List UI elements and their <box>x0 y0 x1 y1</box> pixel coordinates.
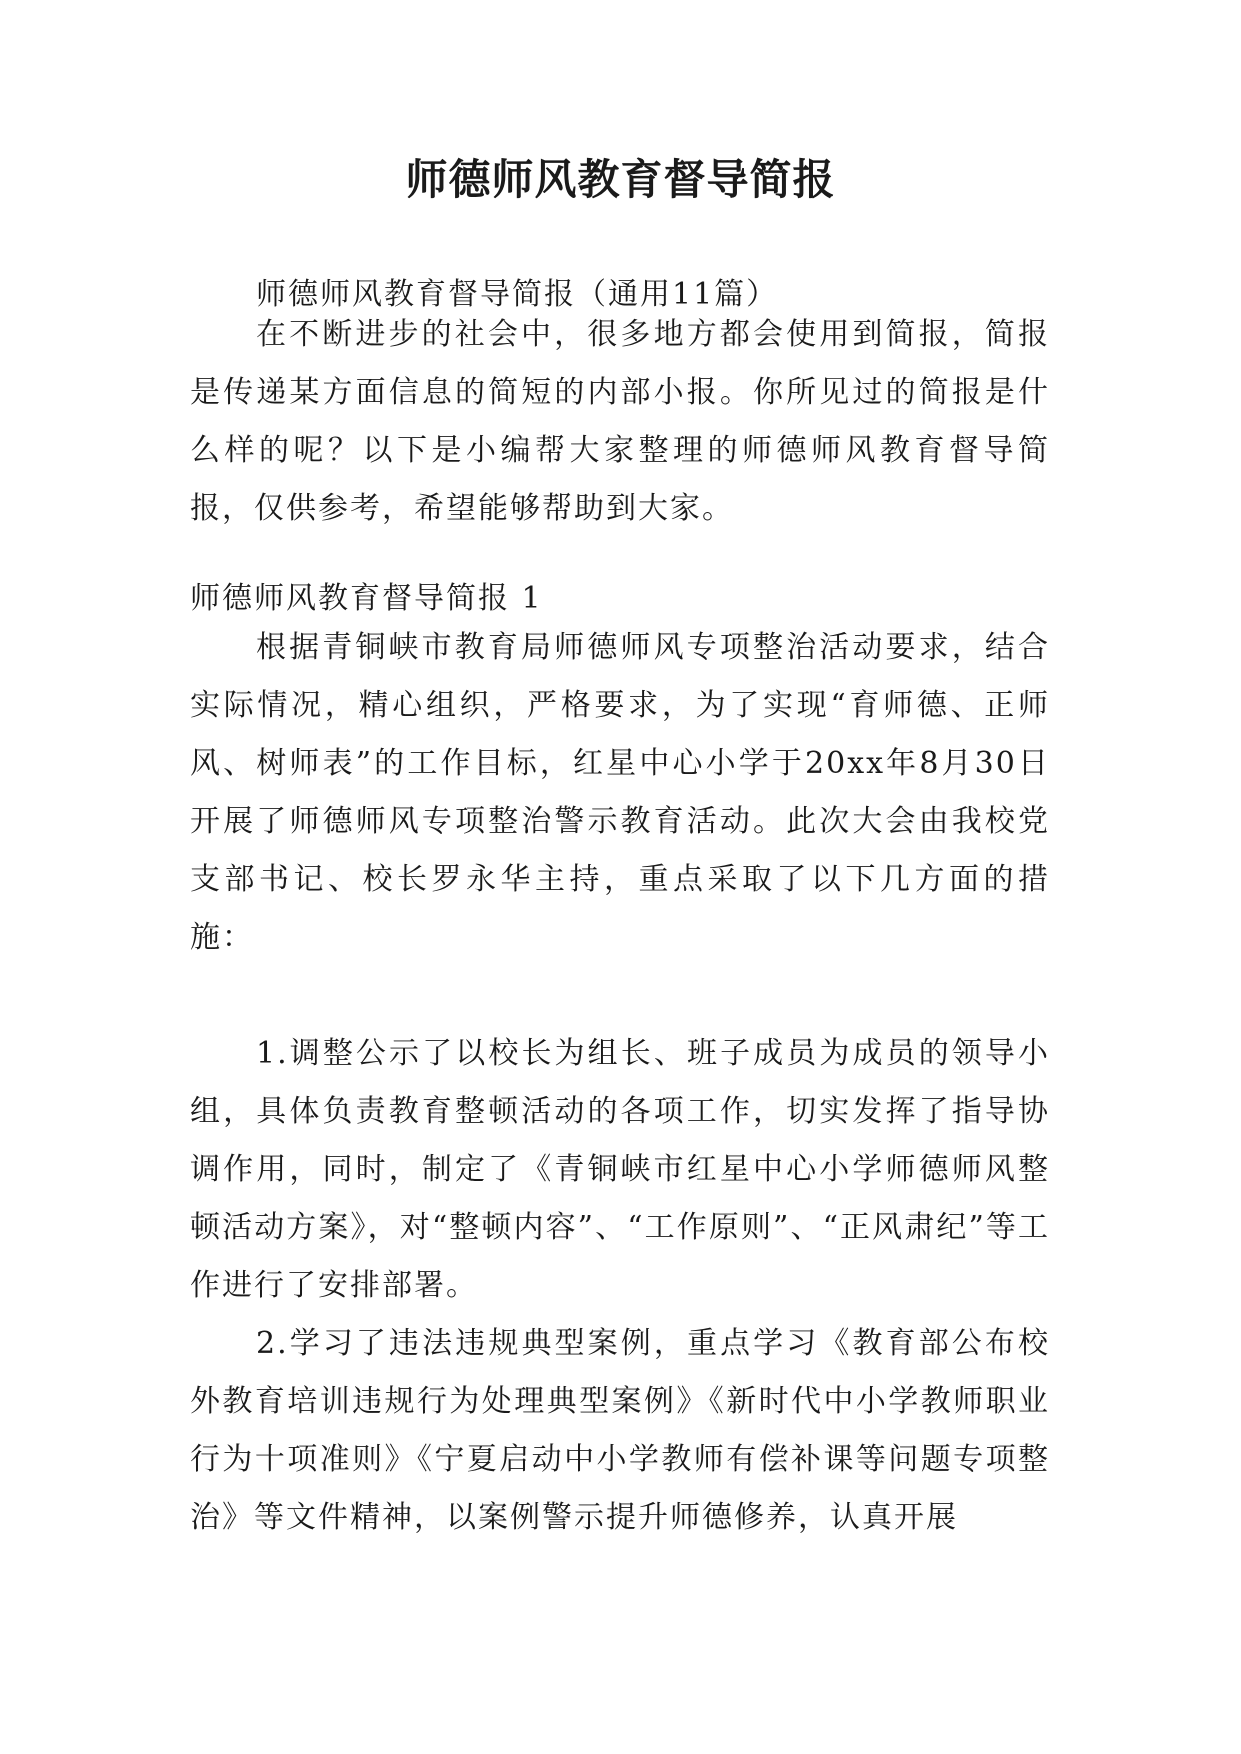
document-subtitle: 师德师风教育督导简报（通用11篇） <box>256 277 779 312</box>
section-1-paragraph-2: 1.调整公示了以校长为组长、班子成员为成员的领导小组，具体负责教育整顿活动的各项工作，切实发挥了指导协调作用，同时，制定了《青铜峡市红星中心小学师德师风整顿活动方案》，对“整顿内容”、“工作原则”、“正风肃纪”等工作进行了安排部署。 <box>190 1036 1050 1303</box>
intro-paragraph: 在不断进步的社会中，很多地方都会使用到简报，简报是传递某方面信息的简短的内部小报。你所见过的简报是什么样的呢？以下是小编帮大家整理的师德师风教育督导简报，仅供参考，希望能够帮助到大家。 <box>190 317 1050 526</box>
section-1-heading: 师德师风教育督导简报 1 <box>190 581 543 616</box>
section-1-paragraph-3: 2.学习了违法违规典型案例，重点学习《教育部公布校外教育培训违规行为处理典型案例》《新时代中小学教师职业行为十项准则》《宁夏启动中小学教师有偿补课等问题专项整治》等文件精神，以案例警示提升师德修养，认真开展 <box>190 1326 1050 1535</box>
document-title: 师德师风教育督导简报 <box>405 155 836 204</box>
section-1-paragraph-1: 根据青铜峡市教育局师德师风专项整治活动要求，结合实际情况，精心组织，严格要求，为了实现“育师德、正师风、树师表”的工作目标，红星中心小学于20xx年8月30日开展了师德师风专项整治警示教育活动。此次大会由我校党支部书记、校长罗永华主持，重点采取了以下几方面的措施： <box>190 630 1050 955</box>
